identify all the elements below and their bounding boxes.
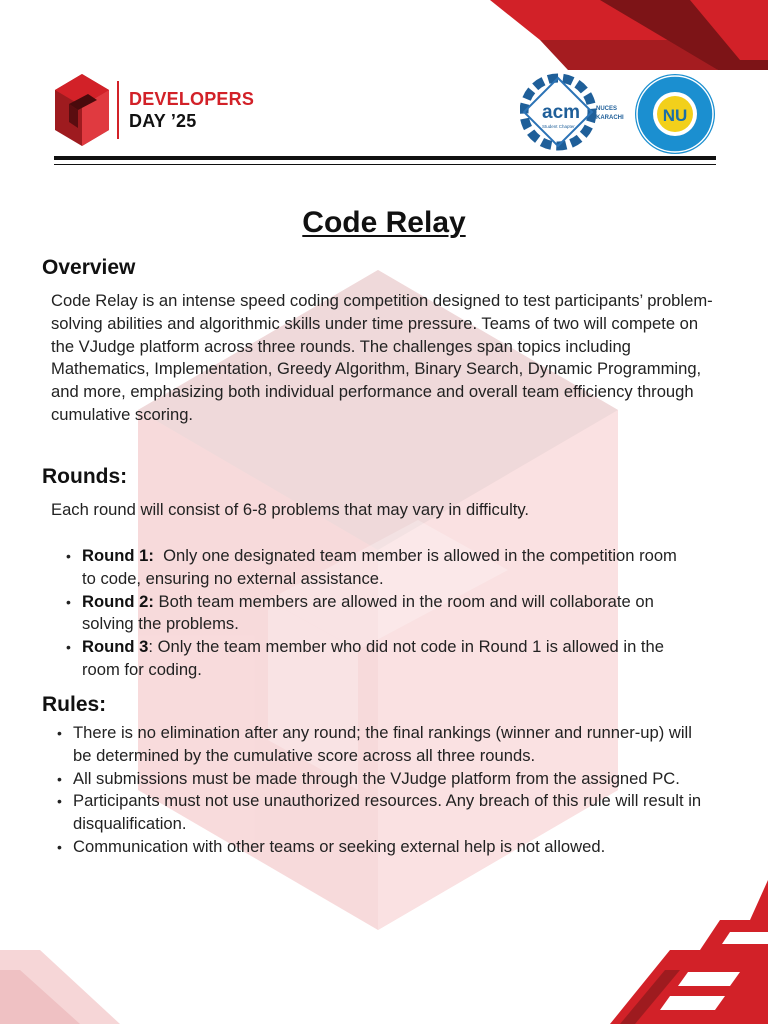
overview-heading: Overview (42, 256, 136, 279)
brand-line-day: DAY ’25 (129, 111, 197, 131)
svg-text:Student Chapter: Student Chapter (542, 124, 575, 129)
svg-text:NUCES: NUCES (596, 106, 618, 112)
round-text: Only one designated team member is allowed in the competition room to code, ensuring no external assistance. (82, 546, 682, 588)
round-text: Both team members are allowed in the room and will collaborate on solving the problems. (82, 591, 659, 634)
round-name: Round 2: (82, 591, 154, 611)
university-seal-icon (634, 73, 716, 155)
rounds-list (82, 545, 692, 682)
round-name: Round 1: (82, 546, 154, 565)
svg-text:KARACHI: KARACHI (596, 115, 624, 121)
svg-text:acm: acm (542, 102, 581, 123)
brand-line-developers: DEVELOPERS (129, 89, 255, 109)
bottom-left-stripe (0, 950, 200, 1024)
developers-day-logo-icon (55, 74, 109, 146)
brand-divider (117, 81, 119, 139)
round-text: : Only the team member who did not code in Round 1 is allowed in the room for coding. (82, 637, 664, 679)
bottom-right-emblem (570, 880, 768, 1024)
page-title: Code Relay (302, 206, 466, 239)
svg-text:NU: NU (662, 106, 688, 125)
rounds-intro: Each round will consist of 6-8 problems that may vary in difficulty. (51, 500, 530, 519)
rounds-heading: Rounds: (42, 465, 128, 488)
rules-list (73, 722, 713, 859)
top-right-banner (0, 0, 768, 80)
header-rule (54, 156, 716, 160)
header-rule-thin (54, 164, 716, 165)
list-item: • Communication with other teams or seeking external help is not allowed. (73, 836, 713, 859)
list-item: • All submissions must be made through the VJudge platform from the assigned PC. (73, 768, 713, 791)
event-brand (55, 74, 254, 146)
brand-text (129, 88, 254, 132)
list-item (82, 636, 692, 682)
list-item: • Participants must not use unauthorized resources. Any breach of this rule will result in disqualification. (73, 790, 713, 836)
list-item: • There is no elimination after any round; the final rankings (winner and runner-up) will be determined by the cumulative score across all three rounds. (73, 722, 713, 768)
list-item (82, 591, 692, 637)
partner-logos (520, 70, 716, 160)
rules-heading: Rules: (42, 693, 107, 716)
round-name: Round 3 (82, 637, 149, 657)
list-item (82, 545, 692, 591)
overview-text: Code Relay is an intense speed coding competition designed to test participants’ problem-solving abilities and algorithmic skills under time pressure. Teams of two will compete on the VJudge platform across three rounds. The challenges span topics including Mathematics, Implementation, Greedy Algorithm, Binary Search, Dynamic Programming, and more, emphasizing both individual performance and overall team efficiency through cumulative scoring. (51, 291, 713, 424)
acm-logo-icon (520, 72, 630, 154)
